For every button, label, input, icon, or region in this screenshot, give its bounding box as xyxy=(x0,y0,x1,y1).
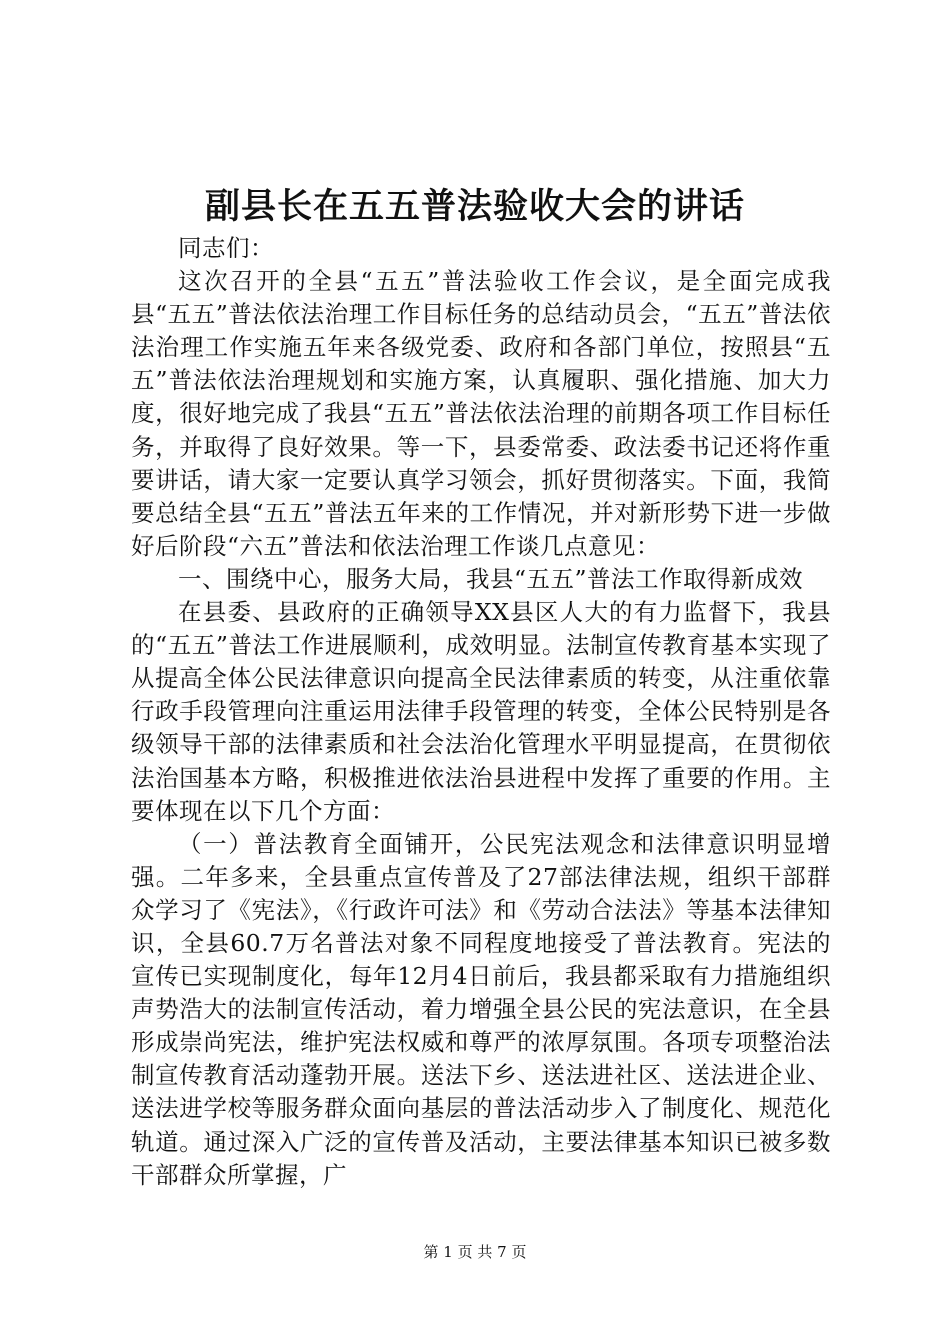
paragraph: 这次召开的全县“五五”普法验收工作会议，是全面完成我县“五五”普法依法治理工作目标任务的总结动员会，“五五”普法依法治理工作实施五年来各级党委、政府和各部门单位，按照县“五五”普法依法治理规划和实施方案，认真履职、强化措施、加大力度，很好地完成了我县“五五”普法依法治理的前期各项工作目标任务，并取得了良好效果。等一下，县委常委、政法委书记还将作重要讲话，请大家一定要认真学习领会，抓好贯彻落实。下面，我简要总结全县“五五”普法五年来的工作情况，并对新形势下进一步做好后阶段“六五”普法和依法治理工作谈几点意见： xyxy=(131,267,831,560)
page-number-footer: 第 1 页 共 7 页 xyxy=(423,1243,527,1261)
page-title: 副县长在五五普法验收大会的讲话 xyxy=(204,186,745,227)
document-body xyxy=(131,232,831,1192)
paragraph-salutation: 同志们： xyxy=(178,234,274,262)
paragraph: 在县委、县政府的正确领导XX县区人大的有力监督下，我县的“五五”普法工作进展顺利，成效明显。法制宣传教育基本实现了从提高全体公民法律意识向提高全民法律素质的转变，从注重依靠行政手段管理向注重运用法律手段管理的转变，全体公民特别是各级领导干部的法律素质和社会法治化管理水平明显提高，在贯彻依法治国基本方略，积极推进依法治县进程中发挥了重要的作用。主要体现在以下几个方面： xyxy=(131,598,831,825)
section-heading: 一、围绕中心，服务大局，我县“五五”普法工作取得新成效 xyxy=(178,564,804,593)
paragraph: （一）普法教育全面铺开，公民宪法观念和法律意识明显增强。二年多来，全县重点宣传普及了27部法律法规，组织干部群众学习了《宪法》，《行政许可法》和《劳动合法法》等基本法律知识，全县60.7万名普法对象不同程度地接受了普法教育。宪法的宣传已实现制度化，每年12月4日前后，我县都采取有力措施组织声势浩大的法制宣传活动，着力增强全县公民的宪法意识，在全县形成崇尚宪法，维护宪法权威和尊严的浓厚氛围。各项专项整治法制宣传教育活动蓬勃开展。送法下乡、送法进社区、送法进企业、送法进学校等服务群众面向基层的普法活动步入了制度化、规范化轨道。通过深入广泛的宣传普及活动，主要法律基本知识已被多数干部群众所掌握，广 xyxy=(131,829,831,1189)
